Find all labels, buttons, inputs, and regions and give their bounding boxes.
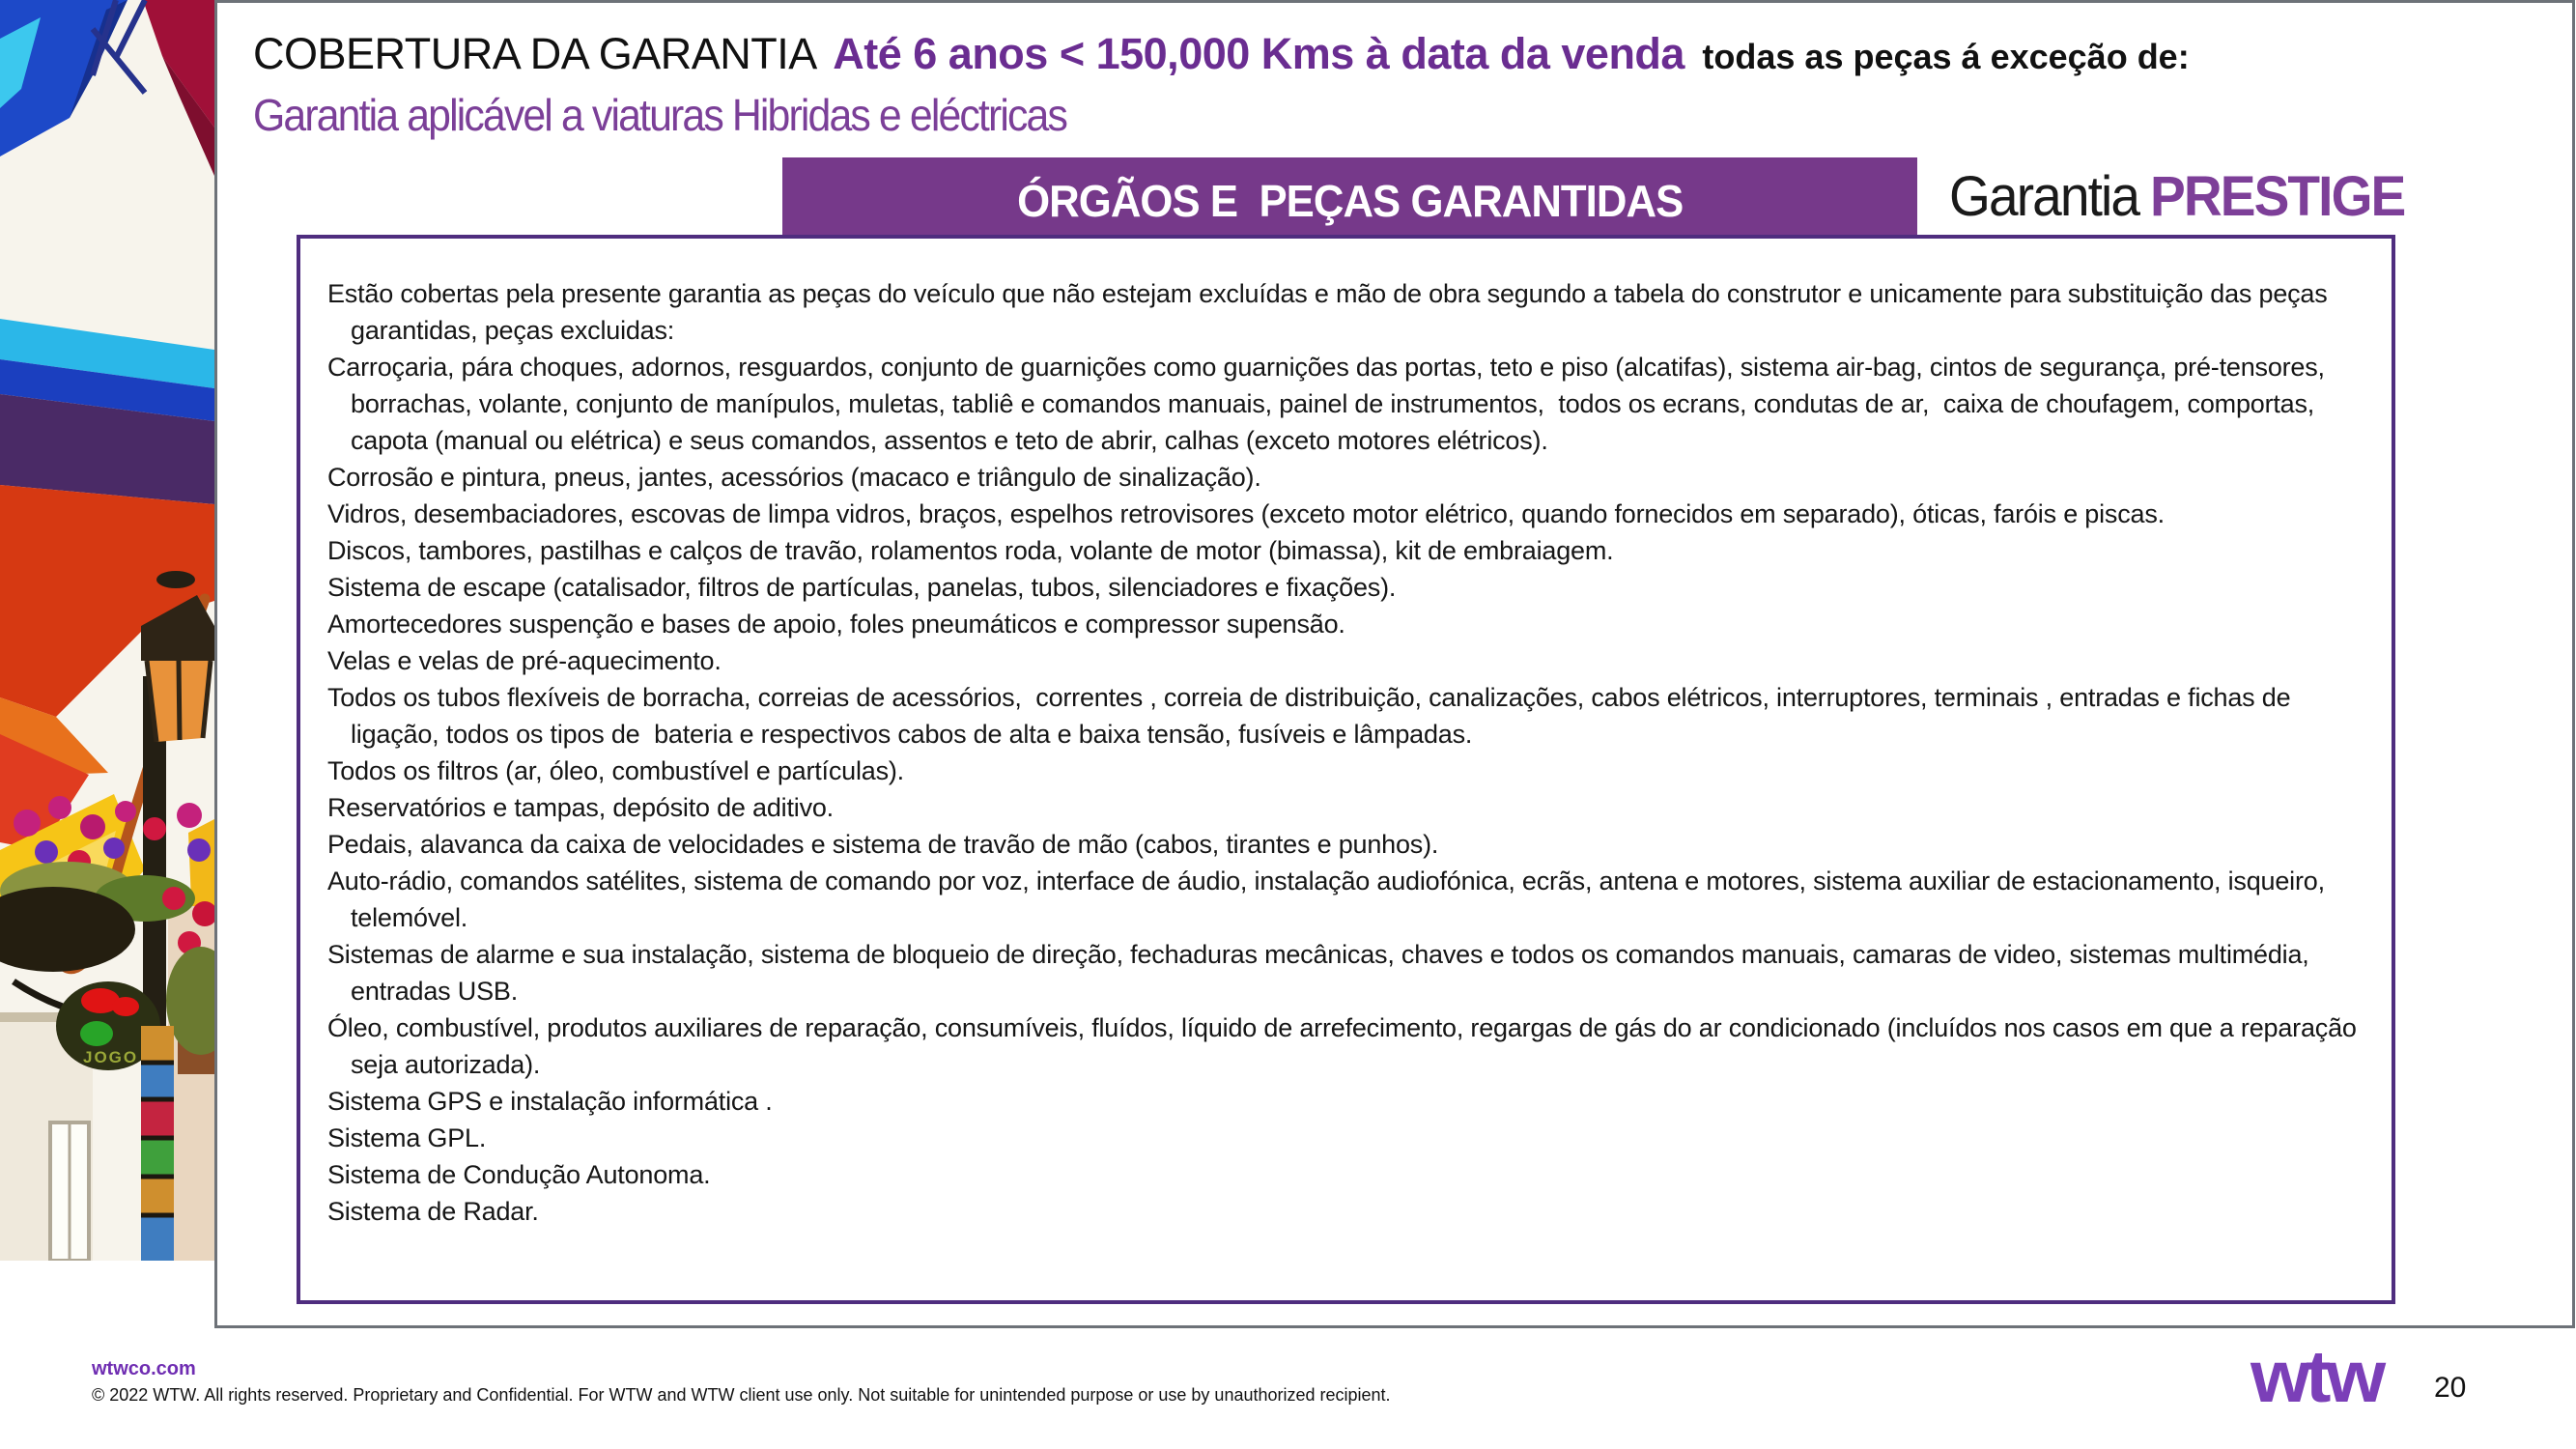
street-photo [0,0,214,1261]
body-paragraph: Vidros, desembaciadores, escovas de limpa vidros, braços, espelhos retrovisores (exceto motor elétrico, quando fornecidos em separado), óticas, faróis e piscas. [327,499,2165,528]
copyright-text: © 2022 WTW. All rights reserved. Proprietary and Confidential. For WTW and WTW client use only. Not suitable for unintended purpose or use by unauthorized recipient. [92,1385,1391,1405]
product-label [1949,164,2404,229]
body-paragraph: Todos os tubos flexíveis de borracha, correias de acessórios, correntes , correia de distribuição, canalizações, cabos elétricos, interruptores, terminais , entradas e fichas de ligação, todos os tipos de bateria e respectivos cabos de alta e baixa tensão, fusíveis e lâmpadas. [327,683,2298,749]
body-paragraph: Sistema GPS e instalação informática . [327,1087,773,1116]
body-paragraph: Reservatórios e tampas, depósito de aditivo. [327,793,834,822]
striped-pole [141,1026,174,1261]
title-text: COBERTURA DA GARANTIA [253,29,817,78]
page-subtitle: Garantia aplicável a viaturas Hibridas e eléctricas [253,90,1066,140]
page-number: 20 [2434,1372,2467,1404]
body-paragraph: Corrosão e pintura, pneus, jantes, acessórios (macaco e triângulo de sinalização). [327,463,1261,492]
footer-site-url: wtwco.com [92,1358,196,1379]
body-paragraph: Sistema GPL. [327,1123,487,1152]
body-paragraph: Sistema de Condução Autonoma. [327,1160,711,1189]
body-paragraph: Sistema de Radar. [327,1197,539,1226]
title-suffix: todas as peças á exceção de: [1702,37,2190,76]
title-highlight: Até 6 anos < 150,000 Kms à data da venda [833,29,1684,78]
product-prefix: Garantia [1949,165,2139,228]
page-title [253,29,2190,79]
body-paragraph: Auto-rádio, comandos satélites, sistema de comando por voz, interface de áudio, instalação audiofónica, ecrãs, antena e motores, sistema auxiliar de estacionamento, isqueiro, telemóvel. [327,867,2333,932]
body-paragraph: Sistema de escape (catalisador, filtros de partículas, panelas, tubos, silenciadores e fixações). [327,573,1397,602]
body-paragraph: Pedais, alavanca da caixa de velocidades e sistema de travão de mão (cabos, tirantes e punhos). [327,830,1439,859]
guaranteed-parts-banner [782,157,1917,243]
body-paragraph: Estão cobertas pela presente garantia as peças do veículo que não estejam excluídas e mão de obra segundo a tabela do construtor e unicamente para substituição das peças garantidas, peças excluidas: [327,279,2335,345]
body-paragraph: Sistemas de alarme e sua instalação, sistema de bloqueio de direção, fechaduras mecânicas, chaves e todos os comandos manuais, camaras de video, sistemas multimédia, entradas USB. [327,940,2316,1006]
banner-label: ÓRGÃOS E PEÇAS GARANTIDAS [1016,175,1684,226]
body-paragraph: Carroçaria, pára choques, adornos, resguardos, conjunto de guarnições como guarnições das portas, teto e piso (alcatifas), sistema air-bag, cintos de segurança, pré-tensores, borrachas, volante, conjunto de manípulos, muletas, tabliê e comandos manuais, painel de instrumentos, todos os ecrans, condutas de ar, caixa de choufagem, comportas, capota (manual ou elétrica) e seus comandos, assentos e teto de abrir, calhas (exceto motores elétricos). [327,353,2333,455]
warranty-text-box [297,235,2395,1304]
body-paragraph: Discos, tambores, pastilhas e calços de travão, rolamentos roda, volante de motor (bimassa), kit de embraiagem. [327,536,1614,565]
body-paragraph: Óleo, combustível, produtos auxiliares de reparação, consumíveis, fluídos, líquido de arrefecimento, regargas de gás do ar condicionado (incluídos nos casos em que a reparação seja autorizada). [327,1013,2364,1079]
product-name: PRESTIGE [2149,165,2405,228]
body-paragraph: Todos os filtros (ar, óleo, combustível e partículas). [327,756,904,785]
body-paragraph: Velas e velas de pré-aquecimento. [327,646,722,675]
photo-sign-text: JOGO [83,1048,139,1066]
body-paragraph: Amortecedores suspenção e bases de apoio, foles pneumáticos e compressor supensão. [327,610,1345,639]
wtw-logo: wtw [2250,1336,2381,1418]
